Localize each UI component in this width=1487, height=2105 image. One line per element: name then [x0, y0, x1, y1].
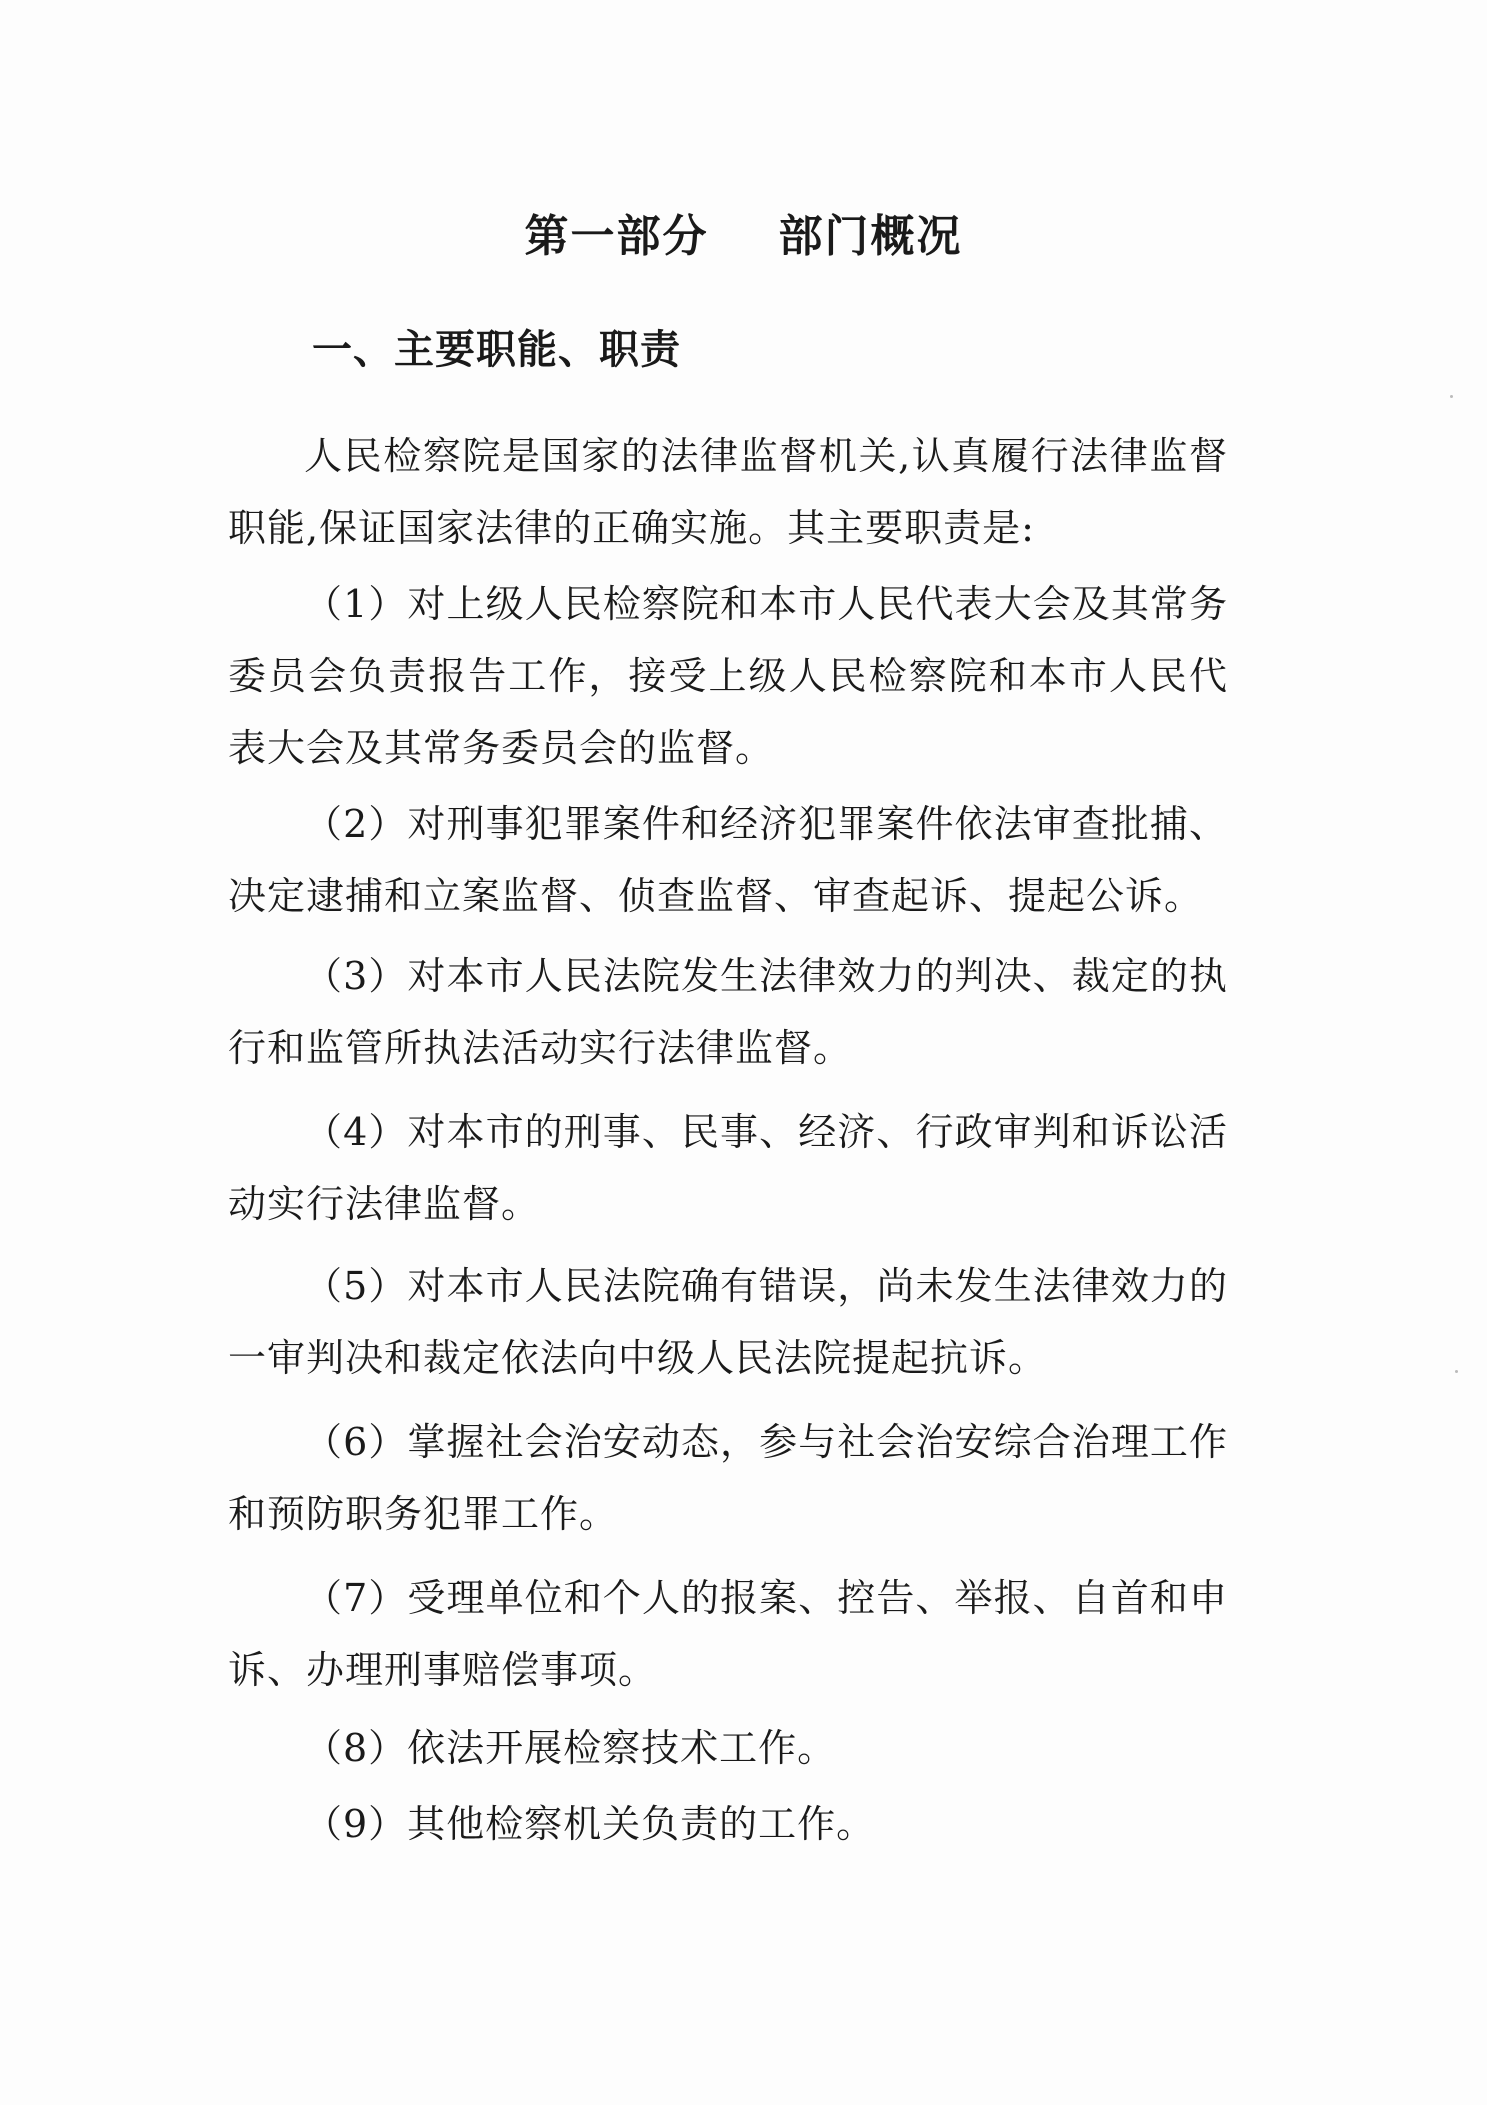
title-part: 第一部分: [524, 211, 709, 262]
duty-item-4: （4）对本市的刑事、民事、经济、行政审判和诉讼活动实行法律监督。: [228, 1110, 1228, 1226]
scan-speck: [1450, 395, 1453, 398]
duty-item-2: （2）对刑事犯罪案件和经济犯罪案件依法审查批捕、决定逮捕和立案监督、侦查监督、审查起诉、提起公诉。: [228, 802, 1228, 918]
page-title: [0, 200, 1487, 264]
duty-item-9: （9）其他检察机关负责的工作。: [304, 1802, 876, 1846]
duty-item-1: （1）对上级人民检察院和本市人民代表大会及其常务委员会负责报告工作，接受上级人民检察院和本市人民代表大会及其常务委员会的监督。: [228, 582, 1228, 770]
section-heading: 一、主要职能、职责: [312, 327, 681, 373]
duty-item-5: （5）对本市人民法院确有错误，尚未发生法律效力的一审判决和裁定依法向中级人民法院提起抗诉。: [228, 1264, 1228, 1380]
intro-paragraph: 人民检察院是国家的法律监督机关,认真履行法律监督职能,保证国家法律的正确实施。其主要职责是:: [228, 434, 1228, 550]
duty-item-3: （3）对本市人民法院发生法律效力的判决、裁定的执行和监管所执法活动实行法律监督。: [228, 954, 1228, 1070]
title-name: 部门概况: [778, 211, 963, 262]
duty-item-7: （7）受理单位和个人的报案、控告、举报、自首和申诉、办理刑事赔偿事项。: [228, 1576, 1228, 1692]
duty-item-8: （8）依法开展检察技术工作。: [304, 1726, 837, 1770]
scan-speck: [1455, 1370, 1458, 1373]
duty-item-6: （6）掌握社会治安动态，参与社会治安综合治理工作和预防职务犯罪工作。: [228, 1420, 1228, 1536]
